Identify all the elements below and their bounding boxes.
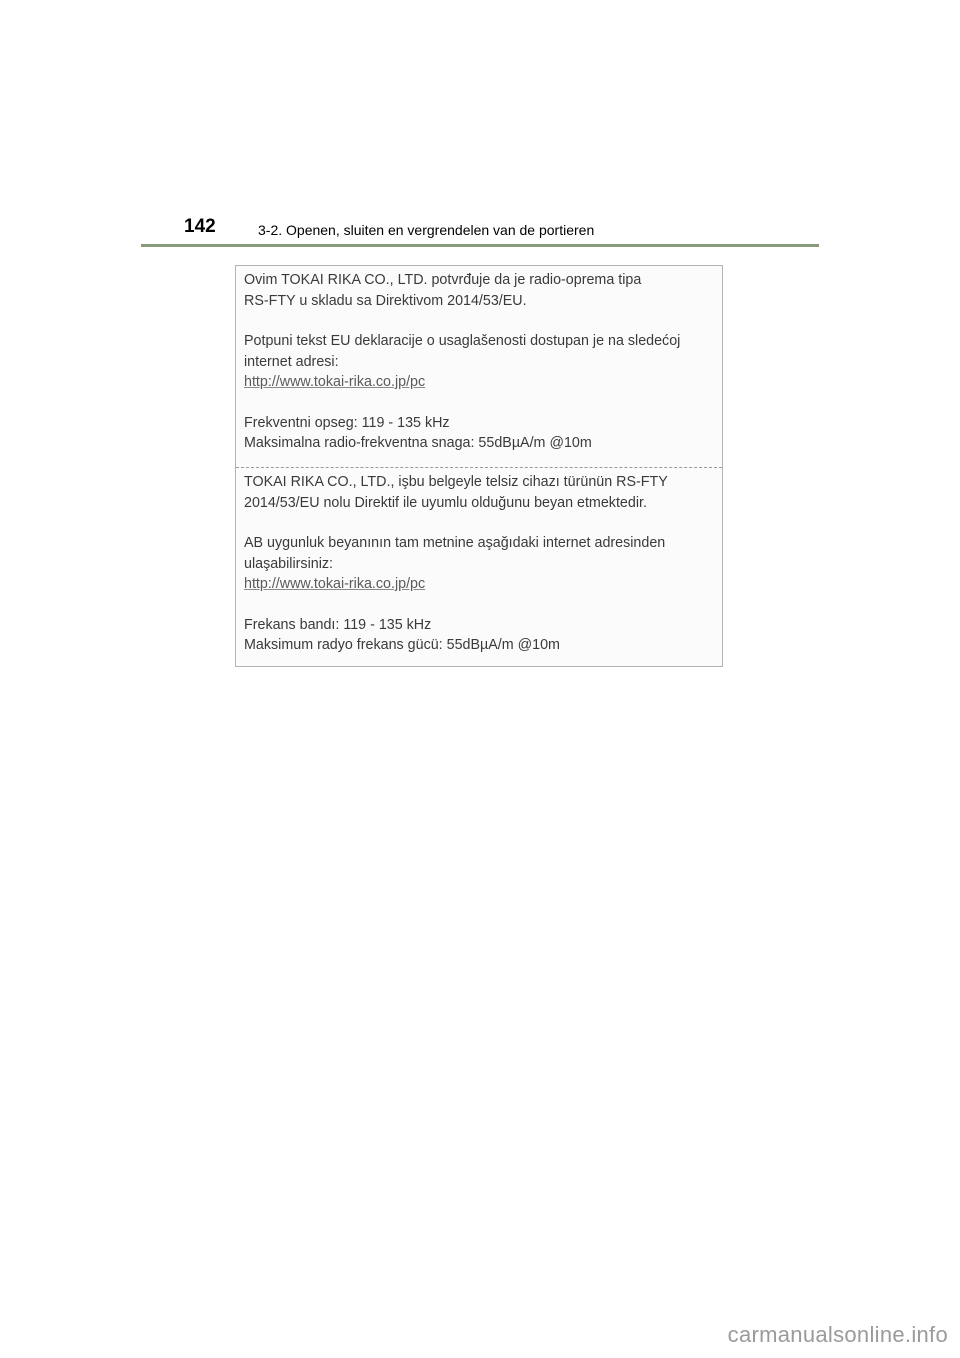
section-title: 3-2. Openen, sluiten en vergrendelen van de portieren (258, 222, 595, 238)
header-rule (141, 244, 819, 247)
watermark-text: carmanualsonline.info (727, 1322, 948, 1347)
section-divider (236, 467, 722, 468)
spacer (244, 595, 714, 615)
turkish-line-4: ulaşabilirsiniz: (244, 555, 333, 572)
turkish-line-3: AB uygunluk beyanının tam metnine aşağıdaki internet adresinden (244, 535, 666, 551)
turkish-line-1: TOKAI RIKA CO., LTD., işbu belgeyle telsiz cihazı türünün RS-FTY (244, 474, 668, 490)
spacer (244, 311, 714, 331)
turkish-frequency: Frekans bandı: 119 - 135 kHz (244, 616, 432, 633)
turkish-url-link[interactable]: http://www.tokai-rika.co.jp/pc (244, 576, 426, 592)
turkish-line-2: 2014/53/EU nolu Direktif ile uyumlu olduğunu beyan etmektedir. (244, 494, 647, 511)
spacer (244, 513, 714, 533)
declaration-box (235, 265, 723, 667)
spacer (244, 393, 714, 413)
serbian-line-4: internet adresi: (244, 353, 339, 370)
turkish-declaration (236, 472, 722, 656)
serbian-line-2: RS-FTY u skladu sa Direktivom 2014/53/EU. (244, 292, 527, 309)
serbian-line-3: Potpuni tekst EU deklaracije o usaglašenosti dostupan je na sledećoj (244, 333, 681, 349)
serbian-frequency: Frekventni opseg: 119 - 135 kHz (244, 414, 450, 431)
page-number: 142 (184, 216, 216, 237)
serbian-power: Maksimalna radio-frekventna snaga: 55dBµA/m @10m (244, 435, 592, 451)
serbian-line-1: Ovim TOKAI RIKA CO., LTD. potvrđuje da je radio-oprema tipa (244, 272, 642, 288)
turkish-power: Maksimum radyo frekans gücü: 55dBµA/m @10m (244, 637, 560, 653)
serbian-declaration (236, 270, 722, 454)
serbian-url-link[interactable]: http://www.tokai-rika.co.jp/pc (244, 374, 426, 390)
